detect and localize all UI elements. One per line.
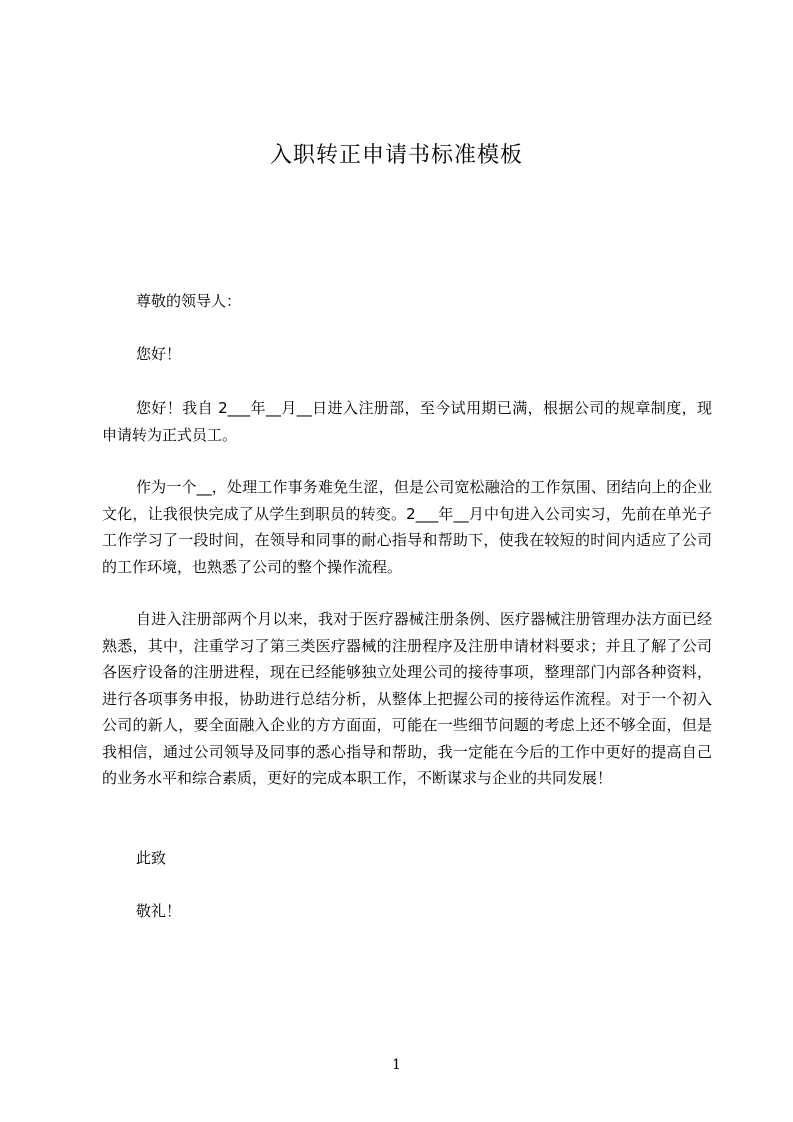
greeting: 您好！ [136,345,182,363]
body-paragraph-2: 作为一个__，处理工作事务难免生涩，但是公司宽松融洽的工作氛围、团结向上的企业文化，让我很快完成了从学生到职员的转变。2___年__月中旬进入公司实习，先前在单光子工作学习了一段时间，在领导和同事的耐心指导和帮助下，使我在较短的时间内适应了公司的工作环境，也熟悉了公司的整个操作流程。 [102,478,712,576]
document-title: 入职转正申请书标准模板 [269,143,523,168]
body-paragraph-1: 您好！我自 2___年__月__日进入注册部，至今试用期已满，根据公司的规章制度，现申请转为正式员工。 [102,399,712,444]
salutation: 尊敬的领导人： [136,292,242,310]
closing-line-2: 敬礼！ [136,902,182,920]
body-paragraph-3: 自进入注册部两个月以来，我对于医疗器械注册条例、医疗器械注册管理办法方面已经熟悉，其中，注重学习了第三类医疗器械的注册程序及注册申请材料要求；并且了解了公司各医疗设备的注册进程，现在已经能够独立处理公司的接待事项，整理部门内部各种资料，进行各项事务申报，协助进行总结分析，从整体上把握公司的接待运作流程。对于一个初入公司的新人，要全面融入企业的方方面面，可能在一些细节问题的考虑上还不够全面，但是我相信，通过公司领导及同事的悉心指导和帮助，我一定能在今后的工作中更好的提高自己的业务水平和综合素质，更好的完成本职工作，不断谋求与企业的共同发展！ [102,610,712,787]
closing-line-1: 此致 [136,849,167,867]
page-number: 1 [392,1057,401,1073]
